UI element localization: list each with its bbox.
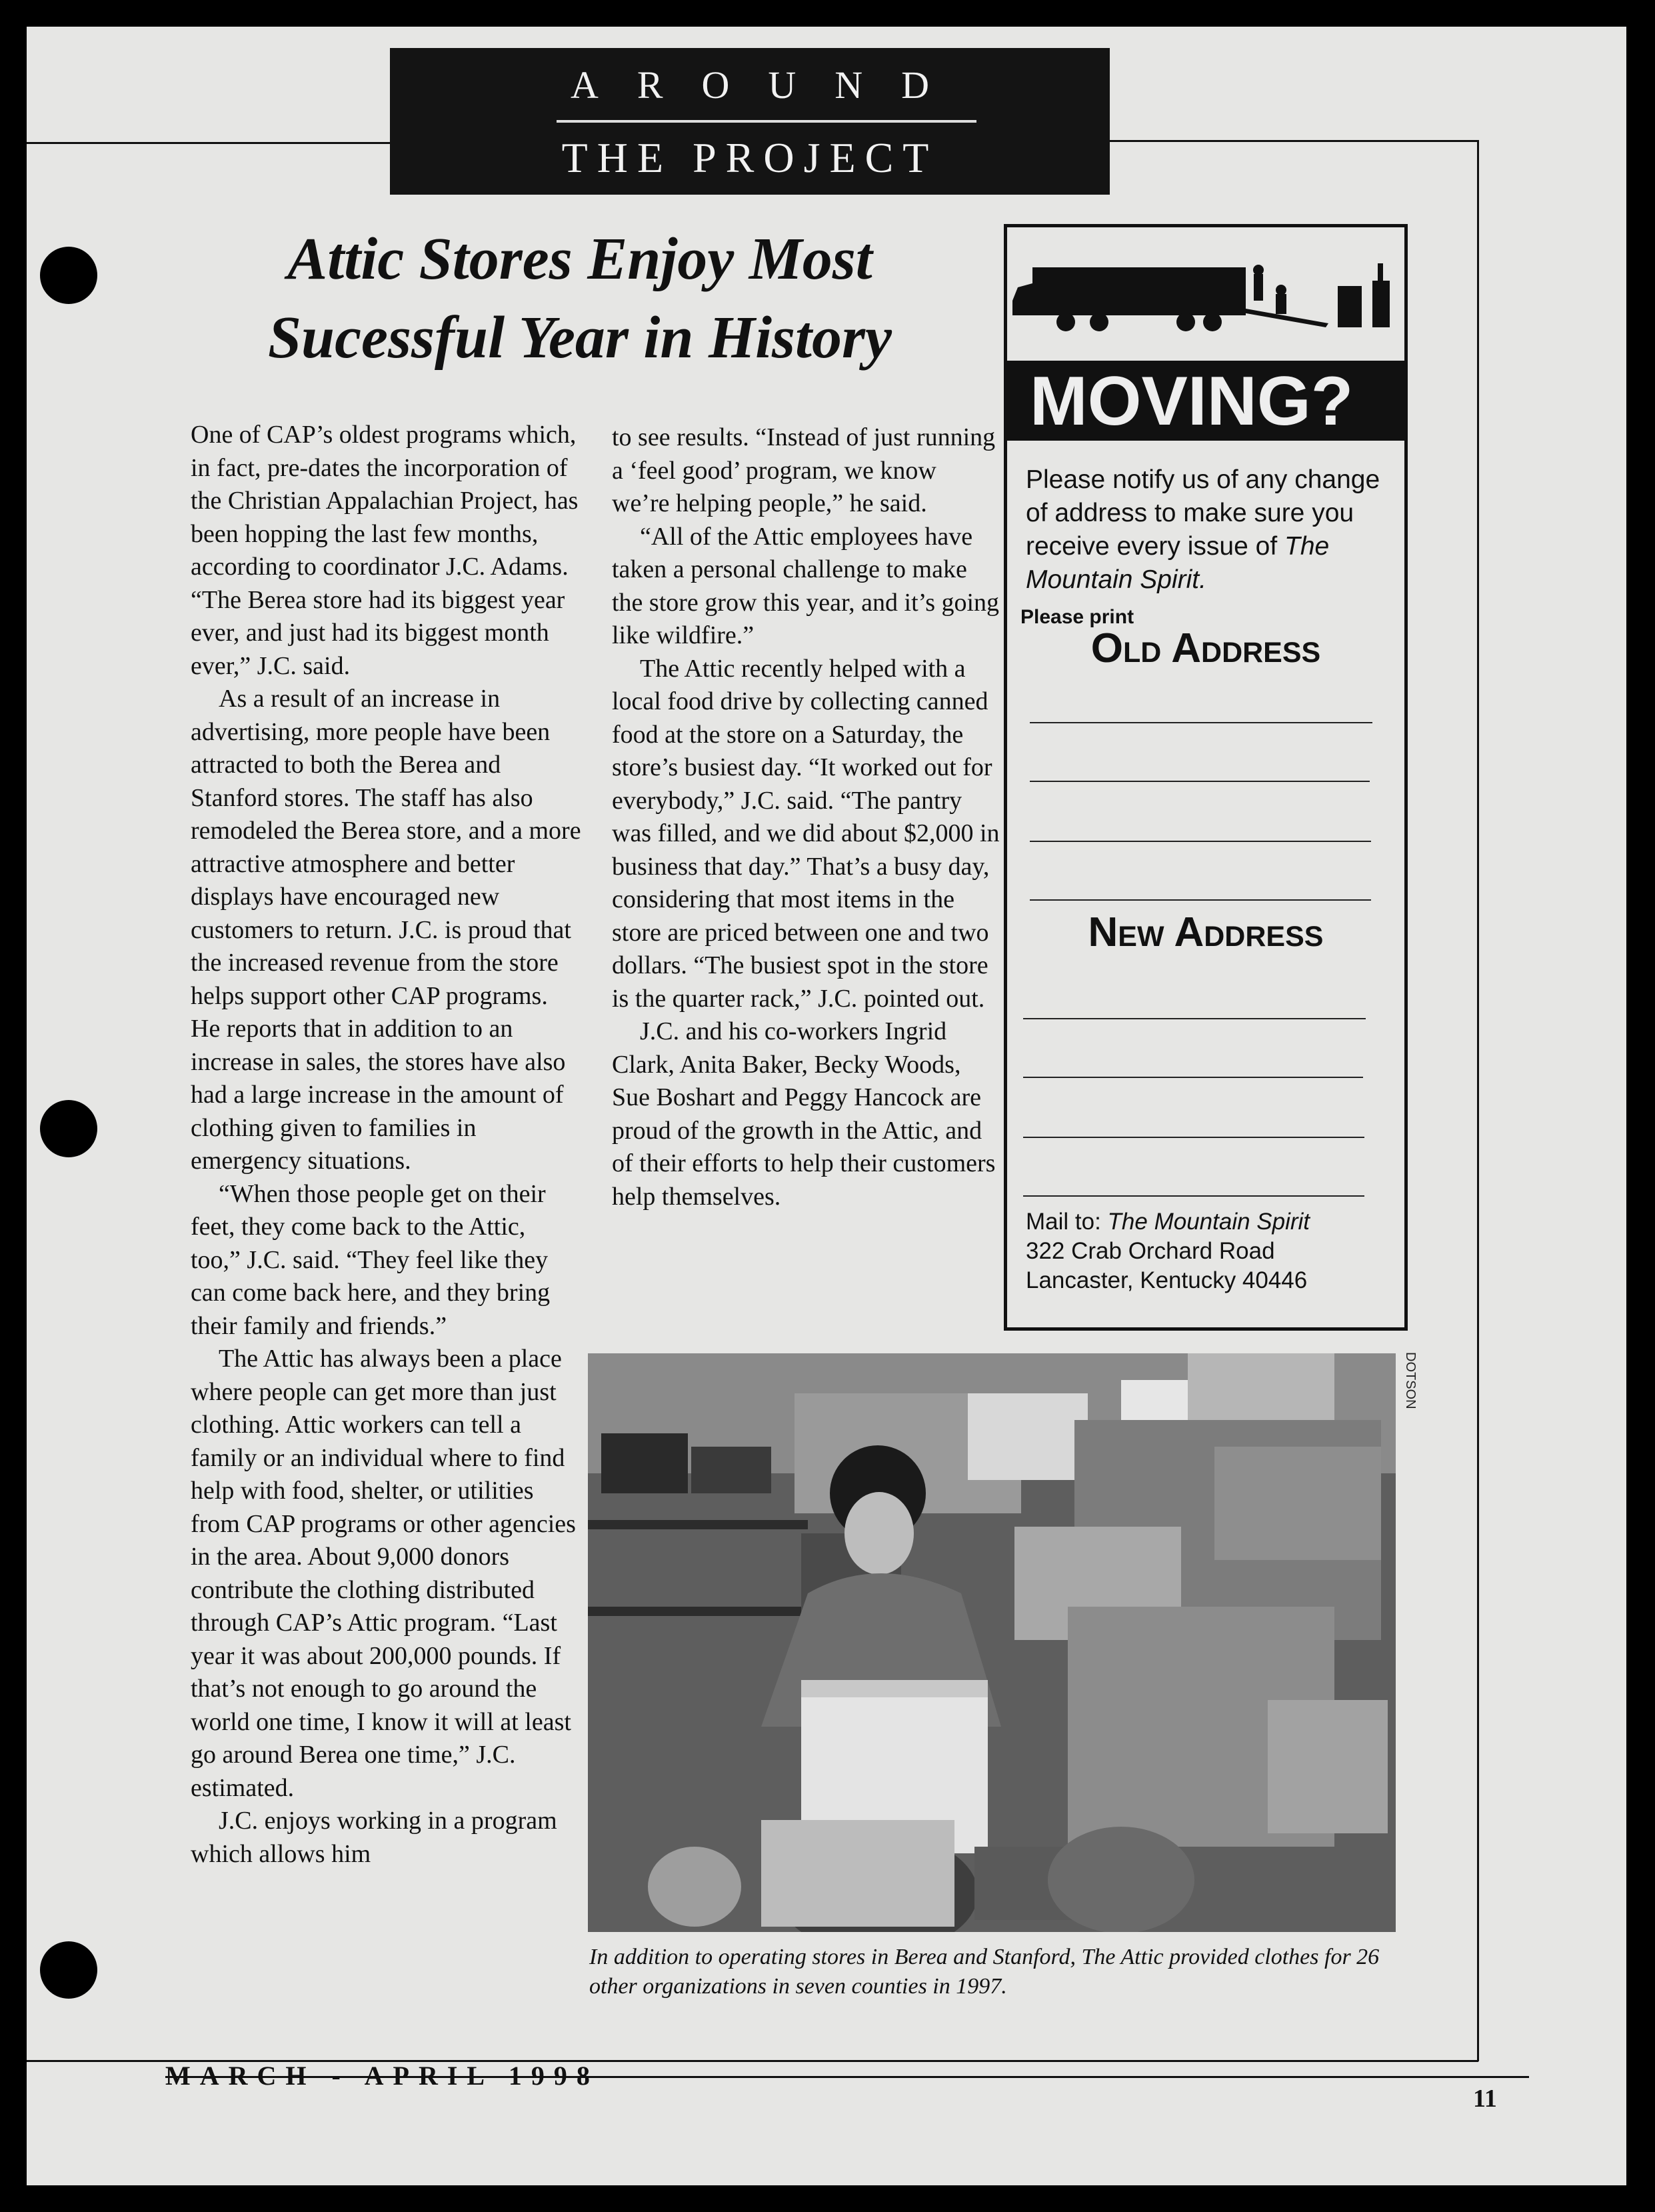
photo-credit: DOTSON <box>1403 1352 1418 1409</box>
section-banner <box>390 48 1110 195</box>
top-rule-left <box>27 142 390 144</box>
issue-date: MARCH - APRIL 1998 <box>165 2061 599 2091</box>
mailing-address <box>1026 1207 1310 1295</box>
article-column-1 <box>191 419 581 1871</box>
paragraph: As a result of an increase in advertising, more people have been attracted to both the Berea and Stanford stores. The staff has also remodeled the Berea store, and a more attractive atmosphere and better displays have encouraged new customers to return. J.C. is proud that the increased revenue from the store helps support other CAP programs. He reports that in addition to an increase in sales, the stores have also had a large increase in the amount of clothing given to families in emergency situations. <box>191 685 581 1175</box>
right-frame-rule <box>1477 140 1479 2061</box>
new-address-heading: New Address <box>1088 909 1324 955</box>
change-of-address-box <box>1004 224 1408 1331</box>
binder-hole-bottom <box>40 1941 97 1999</box>
paragraph: The Attic has always been a place where people can get more than just clothing. Attic workers can tell a family or an individual where to find help with food, shelter, or utilities from CAP programs or other agencies in the area. About 9,000 donors contribute the clothing distributed through CAP’s Attic program. “Last year it was about 200,000 pounds. If that’s not enough to go around the world one time, I know it will at least go around Berea one time,” J.C. estimated. <box>191 1345 576 1802</box>
paragraph: J.C. enjoys working in a program which allows him <box>191 1807 557 1868</box>
banner-line-1: AROUND <box>570 63 968 107</box>
moving-title: MOVING? <box>1007 361 1404 441</box>
old-address-line-2 <box>1030 781 1370 782</box>
binder-hole-top <box>40 247 97 304</box>
mail-to-line <box>1026 1207 1310 1237</box>
page-number: 11 <box>1473 2085 1497 2113</box>
top-rule-right <box>1110 140 1478 142</box>
paragraph: to see results. “Instead of just running a ‘feel good’ program, we know we’re helping people,” he said. <box>612 423 996 517</box>
old-address-line-4 <box>1030 899 1371 901</box>
new-address-line-4 <box>1023 1195 1364 1197</box>
old-address-line-3 <box>1030 841 1371 842</box>
article-headline <box>187 220 973 377</box>
paragraph: “All of the Attic employees have taken a personal challenge to make the store grow this year, and it’s going like wildfire.” <box>612 522 1000 649</box>
photo-image <box>588 1353 1396 1932</box>
please-print-label: Please print <box>1020 606 1134 628</box>
city-state-zip: Lancaster, Kentucky 40446 <box>1026 1267 1308 1293</box>
new-address-line-1 <box>1023 1018 1366 1019</box>
new-address-line-3 <box>1023 1137 1364 1138</box>
banner-line-2: THE PROJECT <box>561 134 938 181</box>
mail-to-label: Mail to: <box>1026 1209 1108 1235</box>
binder-hole-middle <box>40 1100 97 1157</box>
banner-divider <box>557 120 976 123</box>
attic-store-photo <box>588 1353 1396 1932</box>
paragraph: The Attic recently helped with a local food drive by collecting canned food at the store on a Saturday, the store’s busiest day. “It worked out for everybody,” J.C. said. “The pantry was filled, and we did about $2,000 in business that day.” That’s a busy day, considering that most items in the store are priced between one and two dollars. “The busiest spot in the store is the quarter rack,” J.C. pointed out. <box>612 654 1000 1013</box>
paragraph: One of CAP’s oldest programs which, in fact, pre-dates the incorporation of the Christian Appalachian Project, has been hopping the last few months, according to coordinator J.C. Adams. “The Berea store had its biggest year ever, and just had its biggest month ever,” J.C. said. <box>191 421 579 680</box>
old-address-heading: Old Address <box>1090 625 1321 671</box>
new-address-line-2 <box>1023 1077 1363 1078</box>
street-address: 322 Crab Orchard Road <box>1026 1238 1275 1264</box>
notify-publication: The Mountain Spirit. <box>1026 532 1330 594</box>
article-column-2 <box>612 421 1000 1213</box>
notify-text <box>1026 463 1399 597</box>
paragraph: “When those people get on their feet, they come back to the Attic, too,” J.C. said. “They feel like they can come back here, and they bring their family and friends.” <box>191 1179 551 1340</box>
mail-to-publication: The Mountain Spirit <box>1107 1209 1310 1235</box>
notify-prefix: Please notify us of any change of address to make sure you receive every issue of <box>1026 465 1380 561</box>
photo-caption: In addition to operating stores in Berea and Stanford, The Attic provided clothes for 26 other organizations in seven counties in 1997. <box>589 1945 1380 1999</box>
moving-truck-icon <box>1012 261 1399 334</box>
old-address-line-1 <box>1030 722 1372 723</box>
headline-line-1: Attic Stores Enjoy Most <box>287 226 872 292</box>
headline-line-2: Sucessful Year in History <box>268 305 892 371</box>
paragraph: J.C. and his co-workers Ingrid Clark, Anita Baker, Becky Woods, Sue Boshart and Peggy Hancock are proud of the growth in the Attic, and of their efforts to help their customers help themselves. <box>612 1017 996 1211</box>
